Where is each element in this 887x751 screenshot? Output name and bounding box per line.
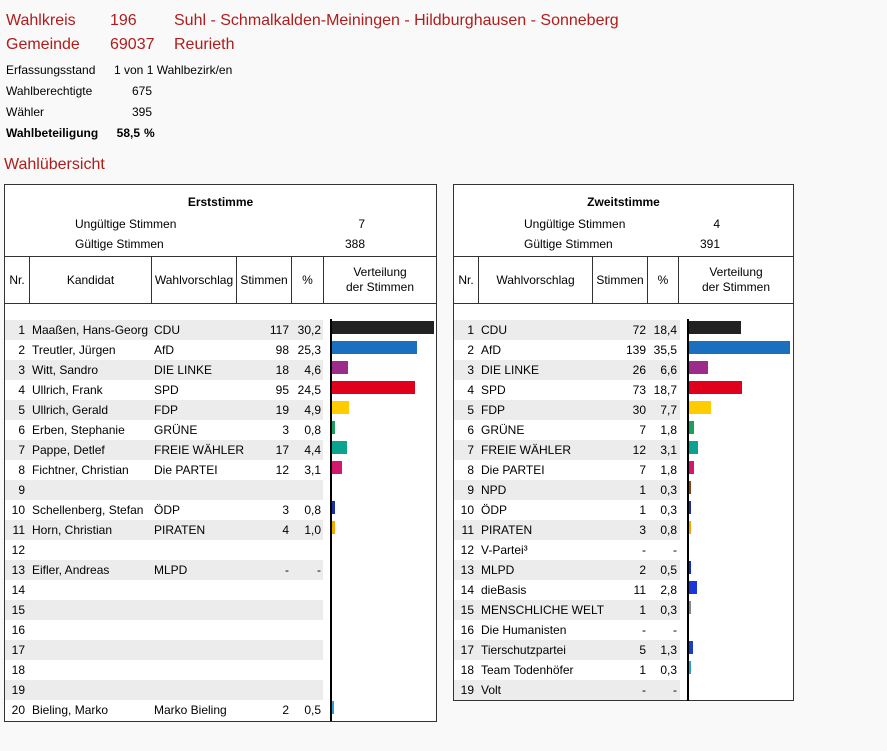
erst-ungueltig-value: 7 [358, 217, 365, 231]
erst-cell-pct: 0,8 [304, 423, 321, 437]
zweit-cell-vorschlag: Team Todenhöfer [481, 663, 574, 677]
erst-cell-nr: 14 [11, 583, 25, 597]
erst-table-row [5, 320, 323, 340]
erst-cell-pct: 30,2 [297, 323, 321, 337]
erst-cell-stimmen: 18 [275, 363, 289, 377]
zweit-cell-pct: 1,8 [660, 463, 677, 477]
waehler-label: Wähler [6, 105, 45, 119]
erst-cell-stimmen: 3 [282, 423, 289, 437]
erst-cell-kandidat: Witt, Sandro [32, 363, 99, 377]
erst-col-nr: Nr. [5, 257, 30, 303]
zweit-table-row [454, 600, 680, 620]
zweit-col-nr: Nr. [454, 257, 479, 303]
beteiligung-unit: % [144, 126, 155, 140]
zweit-table-row [454, 560, 680, 580]
erst-cell-pct: 4,9 [304, 403, 321, 417]
erst-cell-vorschlag: Marko Bieling [154, 703, 227, 717]
erst-cell-nr: 4 [18, 383, 25, 397]
zweit-table-row [454, 360, 680, 380]
zweit-table-row [454, 400, 680, 420]
zweit-cell-nr: 1 [467, 323, 474, 337]
erst-cell-nr: 20 [11, 703, 25, 717]
wahlkreis-name: Suhl - Schmalkalden-Meiningen - Hildburghausen - Sonneberg [174, 12, 619, 29]
erst-bar [332, 401, 349, 414]
zweit-bar [689, 501, 691, 514]
zweit-chart-axis [687, 319, 689, 701]
erst-cell-kandidat: Ullrich, Gerald [32, 403, 109, 417]
erst-cell-nr: 2 [18, 343, 25, 357]
zweit-cell-nr: 11 [461, 523, 474, 537]
waehler-value: 395 [131, 105, 152, 119]
zweit-bar [689, 581, 697, 594]
erst-cell-pct: 25,3 [297, 343, 321, 357]
zweit-cell-stimmen: 139 [625, 343, 646, 357]
erst-cell-pct: 0,5 [304, 703, 321, 717]
erst-bar [332, 701, 334, 714]
erst-cell-vorschlag: FDP [154, 403, 178, 417]
zweit-ungueltig-label: Ungültige Stimmen [524, 217, 626, 231]
zweit-col-stimmen: Stimmen [593, 257, 648, 303]
zweit-bar [689, 601, 691, 614]
erst-table-row [5, 680, 323, 700]
zweit-cell-stimmen: 11 [633, 583, 646, 597]
zweit-cell-stimmen: 30 [632, 403, 646, 417]
erst-bar [332, 421, 335, 434]
zweit-cell-pct: 35,5 [653, 343, 677, 357]
erst-cell-nr: 11 [12, 523, 25, 537]
beteiligung-value: 58,5 [116, 126, 140, 140]
zweit-cell-nr: 14 [460, 583, 474, 597]
beteiligung-label: Wahlbeteiligung [6, 126, 99, 140]
zweit-table-row [454, 580, 680, 600]
zweit-cell-nr: 5 [467, 403, 474, 417]
zweitstimme-title: Zweitstimme [587, 195, 660, 209]
erst-bar [332, 361, 348, 374]
zweit-cell-vorschlag: MLPD [481, 563, 515, 577]
gemeinde-name: Reurieth [174, 36, 235, 53]
zweit-cell-nr: 15 [460, 603, 474, 617]
zweit-cell-vorschlag: GRÜNE [481, 423, 525, 437]
zweit-cell-vorschlag: ÖDP [481, 503, 508, 517]
gemeinde-label: Gemeinde [6, 36, 80, 53]
erst-table-row [5, 560, 323, 580]
erfassung-label: Erfassungsstand [6, 63, 96, 77]
zweit-cell-nr: 4 [467, 383, 474, 397]
erst-cell-kandidat: Pappe, Detlef [32, 443, 105, 457]
zweit-cell-vorschlag: SPD [481, 383, 506, 397]
erst-cell-pct: 24,5 [297, 383, 321, 397]
zweit-cell-stimmen: 5 [639, 643, 646, 657]
zweit-cell-nr: 10 [460, 503, 474, 517]
erst-cell-stimmen: 4 [282, 523, 289, 537]
zweit-cell-vorschlag: dieBasis [481, 583, 527, 597]
zweit-cell-vorschlag: CDU [481, 323, 507, 337]
erst-cell-kandidat: Eifler, Andreas [32, 563, 110, 577]
erst-cell-kandidat: Ullrich, Frank [32, 383, 103, 397]
zweit-cell-nr: 7 [467, 443, 474, 457]
erst-bar [332, 321, 434, 334]
erst-cell-vorschlag: FREIE WÄHLER [154, 443, 245, 457]
zweit-cell-stimmen: 73 [632, 383, 646, 397]
zweit-ungueltig-value: 4 [713, 217, 720, 231]
erst-table-row [5, 460, 323, 480]
zweit-cell-pct: 7,7 [660, 403, 677, 417]
erst-cell-nr: 1 [18, 323, 25, 337]
zweit-cell-nr: 3 [467, 363, 474, 377]
zweit-cell-pct: 0,3 [660, 503, 677, 517]
zweit-cell-nr: 19 [460, 683, 474, 697]
erst-cell-pct: - [317, 563, 321, 577]
erst-cell-vorschlag: ÖDP [154, 503, 181, 517]
zweit-cell-stimmen: - [642, 623, 646, 637]
zweit-cell-pct: 6,6 [660, 363, 677, 377]
erst-cell-stimmen: 2 [282, 703, 289, 717]
zweit-cell-stimmen: 12 [632, 443, 646, 457]
erst-table-row [5, 520, 323, 540]
erst-cell-nr: 7 [18, 443, 25, 457]
erst-cell-nr: 5 [18, 403, 25, 417]
erst-table-row [5, 480, 323, 500]
erst-cell-kandidat: Maaßen, Hans-Georg [32, 323, 149, 337]
zweit-cell-pct: 3,1 [660, 443, 677, 457]
erst-table-row [5, 620, 323, 640]
section-title: Wahlübersicht [4, 156, 105, 173]
zweit-cell-vorschlag: MENSCHLICHE WELT [481, 603, 605, 617]
wahlkreis-number: 196 [110, 12, 137, 29]
gemeinde-number: 69037 [110, 36, 155, 53]
erst-cell-kandidat: Treutler, Jürgen [32, 343, 116, 357]
erst-cell-vorschlag: CDU [154, 323, 180, 337]
erst-col-kandidat: Kandidat [30, 257, 152, 303]
erst-cell-kandidat: Horn, Christian [32, 523, 113, 537]
zweit-bar [689, 461, 694, 474]
zweit-table-row [454, 540, 680, 560]
erst-bar [332, 501, 335, 514]
erst-table-row [5, 400, 323, 420]
erst-cell-nr: 18 [11, 663, 25, 677]
zweit-table-row [454, 520, 680, 540]
erst-table-row [5, 380, 323, 400]
zweit-cell-stimmen: 1 [639, 603, 646, 617]
zweit-cell-stimmen: 1 [639, 503, 646, 517]
erst-table-row [5, 500, 323, 520]
erst-table-row [5, 440, 323, 460]
zweit-col-verteilung [679, 257, 793, 303]
erst-ungueltig-label: Ungültige Stimmen [75, 217, 177, 231]
zweit-cell-stimmen: 2 [639, 563, 646, 577]
zweit-bar [689, 661, 691, 674]
zweit-cell-vorschlag: PIRATEN [481, 523, 533, 537]
zweit-cell-pct: 1,3 [660, 643, 677, 657]
erst-table-row [5, 420, 323, 440]
zweit-table-row [454, 460, 680, 480]
zweit-cell-stimmen: 7 [639, 423, 646, 437]
erst-col-verteilung [324, 257, 436, 303]
zweit-cell-pct: 0,3 [660, 663, 677, 677]
berechtigte-label: Wahlberechtigte [6, 84, 93, 98]
erst-cell-stimmen: 98 [275, 343, 289, 357]
erst-cell-nr: 10 [11, 503, 25, 517]
erst-cell-nr: 6 [18, 423, 25, 437]
zweit-gueltig-label: Gültige Stimmen [524, 237, 613, 251]
zweit-cell-vorschlag: Die PARTEI [481, 463, 545, 477]
zweit-cell-pct: 1,8 [660, 423, 677, 437]
zweit-cell-stimmen: 3 [639, 523, 646, 537]
zweit-table-row [454, 680, 680, 700]
erst-cell-stimmen: 12 [275, 463, 289, 477]
zweit-table-row [454, 440, 680, 460]
zweit-col-vorschlag: Wahlvorschlag [479, 257, 593, 303]
zweit-cell-vorschlag: Volt [481, 683, 502, 697]
erst-table-row [5, 360, 323, 380]
zweit-cell-vorschlag: V-Partei³ [481, 543, 528, 557]
erst-cell-nr: 9 [18, 483, 25, 497]
erst-cell-nr: 19 [11, 683, 25, 697]
erst-cell-kandidat: Erben, Stephanie [32, 423, 125, 437]
erst-cell-pct: 4,4 [304, 443, 321, 457]
erst-bar [332, 441, 347, 454]
zweit-cell-vorschlag: Tierschutzpartei [481, 643, 566, 657]
zweit-cell-nr: 12 [460, 543, 474, 557]
erst-cell-stimmen: - [285, 563, 289, 577]
erst-gueltig-label: Gültige Stimmen [75, 237, 164, 251]
zweit-cell-vorschlag: DIE LINKE [481, 363, 540, 377]
zweit-cell-vorschlag: NPD [481, 483, 507, 497]
erst-cell-stimmen: 95 [275, 383, 289, 397]
zweit-cell-nr: 18 [460, 663, 474, 677]
erst-cell-nr: 12 [11, 543, 25, 557]
erst-cell-nr: 15 [11, 603, 25, 617]
zweit-cell-nr: 13 [460, 563, 474, 577]
zweit-cell-stimmen: - [642, 543, 646, 557]
zweit-bar [689, 421, 694, 434]
erststimme-title: Erststimme [187, 195, 254, 209]
zweit-cell-pct: - [673, 623, 677, 637]
zweit-bar [689, 321, 741, 334]
erst-cell-stimmen: 117 [269, 323, 289, 337]
zweit-cell-pct: 2,8 [660, 583, 677, 597]
erst-cell-nr: 16 [11, 623, 25, 637]
zweit-cell-stimmen: - [642, 683, 646, 697]
erst-cell-nr: 17 [11, 643, 25, 657]
erst-chart-axis [330, 319, 332, 721]
erst-col-verteilung-2: der Stimmen [345, 280, 415, 294]
erst-cell-vorschlag: AfD [154, 343, 175, 357]
zweit-table-row [454, 420, 680, 440]
erst-cell-stimmen: 19 [275, 403, 289, 417]
erst-table-row [5, 540, 323, 560]
zweit-cell-pct: - [673, 543, 677, 557]
erst-cell-stimmen: 3 [282, 503, 289, 517]
zweit-bar [689, 561, 691, 574]
erst-col-pct: % [292, 257, 324, 303]
erst-col-verteilung-1: Verteilung [353, 265, 407, 279]
zweit-cell-nr: 17 [460, 643, 474, 657]
zweit-bar [689, 641, 693, 654]
zweit-table-row [454, 320, 680, 340]
erst-cell-pct: 1,0 [304, 523, 321, 537]
zweit-cell-nr: 8 [467, 463, 474, 477]
erst-cell-vorschlag: MLPD [154, 563, 188, 577]
zweit-cell-stimmen: 1 [639, 483, 646, 497]
erst-cell-kandidat: Fichtner, Christian [32, 463, 129, 477]
zweit-col-verteilung-2: der Stimmen [701, 280, 771, 294]
erststimme-panel [4, 184, 437, 722]
zweit-cell-stimmen: 7 [639, 463, 646, 477]
zweit-table-row [454, 500, 680, 520]
erst-table-row [5, 600, 323, 620]
erst-cell-vorschlag: DIE LINKE [154, 363, 213, 377]
zweit-cell-nr: 2 [467, 343, 474, 357]
zweit-bar [689, 521, 691, 534]
erst-table-row [5, 640, 323, 660]
zweit-cell-pct: 0,5 [660, 563, 677, 577]
wahlkreis-label: Wahlkreis [6, 12, 76, 29]
zweit-cell-pct: 0,3 [660, 483, 677, 497]
erst-cell-vorschlag: Die PARTEI [154, 463, 218, 477]
zweit-cell-vorschlag: Die Humanisten [481, 623, 567, 637]
erst-table-row [5, 660, 323, 680]
berechtigte-value: 675 [131, 84, 152, 98]
erst-cell-vorschlag: GRÜNE [154, 423, 198, 437]
zweit-cell-pct: 18,4 [653, 323, 677, 337]
erst-cell-pct: 0,8 [304, 503, 321, 517]
erst-table-row [5, 700, 323, 720]
zweit-table-row [454, 660, 680, 680]
zweit-bar [689, 341, 790, 354]
erst-bar [332, 381, 415, 394]
zweit-bar [689, 481, 691, 494]
zweit-cell-nr: 6 [467, 423, 474, 437]
erst-bar [332, 461, 342, 474]
erst-cell-vorschlag: PIRATEN [154, 523, 206, 537]
zweit-bar [689, 401, 711, 414]
zweit-cell-stimmen: 72 [632, 323, 646, 337]
zweit-cell-pct: 0,3 [660, 603, 677, 617]
erst-cell-vorschlag: SPD [154, 383, 179, 397]
zweit-cell-nr: 16 [460, 623, 474, 637]
zweit-table-row [454, 620, 680, 640]
erfassung-value: 1 von 1 Wahlbezirk/en [114, 63, 233, 77]
zweit-col-verteilung-1: Verteilung [709, 265, 763, 279]
zweit-cell-stimmen: 26 [632, 363, 646, 377]
zweit-table-row [454, 480, 680, 500]
zweit-gueltig-value: 391 [699, 237, 720, 251]
erst-table-header [5, 256, 436, 304]
erst-cell-pct: 4,6 [304, 363, 321, 377]
zweit-cell-pct: 0,8 [660, 523, 677, 537]
erst-cell-nr: 13 [11, 563, 25, 577]
zweit-bar [689, 441, 698, 454]
erst-cell-kandidat: Schellenberg, Stefan [32, 503, 144, 517]
zweit-cell-pct: - [673, 683, 677, 697]
erst-cell-nr: 3 [18, 363, 25, 377]
zweit-col-pct: % [648, 257, 679, 303]
erst-table-row [5, 580, 323, 600]
erst-cell-pct: 3,1 [304, 463, 321, 477]
zweit-table-header [454, 256, 793, 304]
zweit-bar [689, 381, 742, 394]
erst-bar [332, 521, 335, 534]
zweit-cell-nr: 9 [467, 483, 474, 497]
erst-col-vorschlag: Wahlvorschlag [152, 257, 237, 303]
erst-cell-kandidat: Bieling, Marko [32, 703, 109, 717]
erst-bar [332, 341, 417, 354]
zweit-table-row [454, 640, 680, 660]
erst-table-row [5, 340, 323, 360]
zweit-table-row [454, 380, 680, 400]
zweit-cell-stimmen: 1 [639, 663, 646, 677]
erst-col-stimmen: Stimmen [237, 257, 292, 303]
zweit-cell-vorschlag: FDP [481, 403, 505, 417]
zweit-bar [689, 361, 708, 374]
erst-cell-stimmen: 17 [275, 443, 289, 457]
zweit-table-row [454, 340, 680, 360]
zweit-cell-vorschlag: AfD [481, 343, 502, 357]
zweitstimme-panel [453, 184, 794, 701]
zweit-cell-pct: 18,7 [653, 383, 677, 397]
erst-gueltig-value: 388 [344, 237, 365, 251]
erst-cell-nr: 8 [18, 463, 25, 477]
zweit-cell-vorschlag: FREIE WÄHLER [481, 443, 572, 457]
